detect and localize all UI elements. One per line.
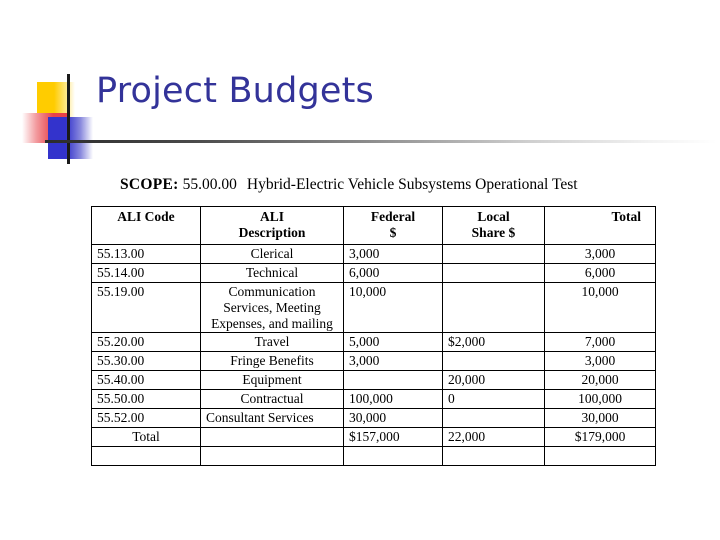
title-underline-rule [45,140,717,143]
table-row [92,282,656,333]
cell-ali-code: 55.14.00 [92,263,201,282]
column-header-total [545,207,656,245]
cell-total: 20,000 [545,371,656,390]
blank-cell-ali-description [201,446,344,465]
cell-total: 7,000 [545,333,656,352]
table-row [92,409,656,428]
total-label: Total [92,428,201,447]
cell-ali-code: 55.50.00 [92,390,201,409]
cell-local-share: 20,000 [443,371,545,390]
cell-local-share [443,352,545,371]
blank-cell-total [545,446,656,465]
budget-table [91,206,656,466]
budget-table-body [92,244,656,465]
cell-federal: 5,000 [344,333,443,352]
cell-local-share: 0 [443,390,545,409]
cell-ali-description: Consultant Services [201,409,344,428]
cell-ali-description: Fringe Benefits [201,352,344,371]
cell-local-share: $2,000 [443,333,545,352]
cell-total: 6,000 [545,263,656,282]
total-description [201,428,344,447]
blank-cell-federal [344,446,443,465]
table-row [92,371,656,390]
cell-total: 10,000 [545,282,656,333]
cell-ali-description: Travel [201,333,344,352]
column-header-ali-description [201,207,344,245]
cell-federal: 6,000 [344,263,443,282]
table-row [92,263,656,282]
total-grand-total: $179,000 [545,428,656,447]
decoration-blue-square [48,117,93,159]
table-row [92,390,656,409]
scope-label: SCOPE: [120,176,179,193]
column-header-federal-line1: Federal [370,209,416,224]
decoration-vertical-line [67,74,70,164]
cell-ali-description: Technical [201,263,344,282]
cell-federal: 10,000 [344,282,443,333]
cell-total: 100,000 [545,390,656,409]
cell-ali-description: Clerical [201,244,344,263]
scope-line [120,176,578,194]
cell-federal: 100,000 [344,390,443,409]
cell-ali-code: 55.19.00 [92,282,201,333]
blank-cell-ali-code [92,446,201,465]
table-row [92,333,656,352]
cell-ali-description: Equipment [201,371,344,390]
total-local-share: 22,000 [443,428,545,447]
column-header-federal [344,207,443,245]
cell-ali-code: 55.52.00 [92,409,201,428]
column-header-ali-code-label: ALI Code [117,209,175,224]
scope-code: 55.00.00 [182,176,237,193]
page-title: Project Budgets [96,71,374,111]
cell-ali-code: 55.30.00 [92,352,201,371]
table-header-row [92,207,656,245]
table-total-row [92,428,656,447]
cell-local-share [443,244,545,263]
cell-total: 3,000 [545,244,656,263]
column-header-ali-code [92,207,201,245]
cell-ali-code: 55.13.00 [92,244,201,263]
scope-description: Hybrid-Electric Vehicle Subsystems Operational Test [246,176,578,193]
total-federal: $157,000 [344,428,443,447]
column-header-local-line2: Share $ [471,224,516,240]
cell-total: 30,000 [545,409,656,428]
column-header-federal-line2: $ [389,224,397,240]
cell-total: 3,000 [545,352,656,371]
cell-local-share [443,263,545,282]
column-header-total-label: Total [611,209,641,224]
column-header-local-line1: Local [477,209,510,224]
table-blank-row [92,446,656,465]
cell-federal [344,371,443,390]
cell-federal: 30,000 [344,409,443,428]
column-header-ali-description-line2: Description [238,224,306,240]
blank-cell-local-share [443,446,545,465]
cell-ali-code: 55.40.00 [92,371,201,390]
cell-ali-description: Communication Services, Meeting Expenses, and mailing [201,282,344,333]
cell-ali-code: 55.20.00 [92,333,201,352]
column-header-local-share [443,207,545,245]
cell-local-share [443,282,545,333]
cell-federal: 3,000 [344,244,443,263]
column-header-ali-description-line1: ALI [259,209,284,224]
cell-local-share [443,409,545,428]
table-row [92,352,656,371]
cell-ali-description: Contractual [201,390,344,409]
table-row [92,244,656,263]
slide-header [0,0,720,165]
cell-federal: 3,000 [344,352,443,371]
